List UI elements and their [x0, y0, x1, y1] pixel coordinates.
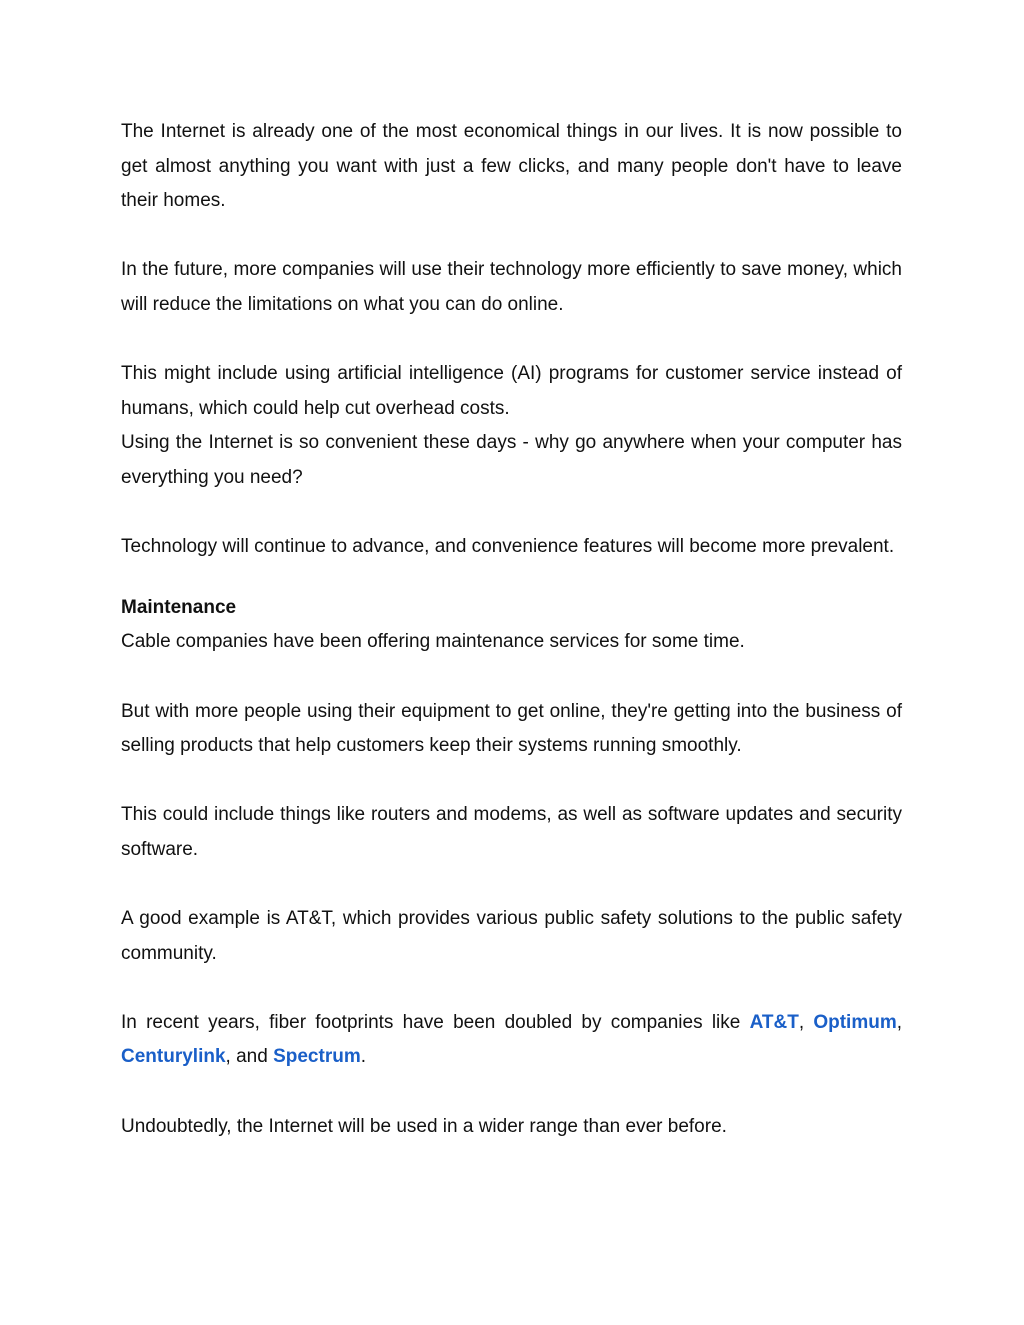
paragraph-ai-programs: This might include using artificial intelligence (AI) programs for customer service instead of humans, which could help cut overhead costs. [121, 363, 902, 419]
paragraph-att-example: A good example is AT&T, which provides various public safety solutions to the public safety community. [121, 908, 902, 964]
paragraph-future-companies: In the future, more companies will use their technology more efficiently to save money, which will reduce the limitations on what you can do online. [121, 259, 902, 315]
paragraph-fiber-footprints [121, 1006, 902, 1075]
spacer [121, 496, 902, 531]
paragraph-routers-modems: This could include things like routers and modems, as well as software updates and security software. [121, 804, 902, 860]
spacer [121, 565, 902, 591]
separator-text: , [896, 1011, 903, 1033]
fiber-intro-text: In recent years, fiber footprints have been doubled by companies like [121, 1011, 750, 1033]
end-punctuation: . [360, 1046, 366, 1068]
link-spectrum[interactable]: Spectrum [273, 1046, 361, 1068]
paragraph-selling-products: But with more people using their equipment to get online, they're getting into the business of selling products that help customers keep their systems running smoothly. [121, 700, 902, 757]
link-att[interactable]: AT&T [749, 1011, 799, 1033]
link-optimum[interactable]: Optimum [813, 1011, 897, 1033]
paragraph-cable-maintenance: Cable companies have been offering maintenance services for some time. [121, 631, 745, 653]
spacer [121, 1075, 902, 1110]
separator-text: , and [225, 1046, 274, 1068]
paragraph-internet-convenient: Using the Internet is so convenient these days - why go anywhere when your computer has everything you need? [121, 432, 902, 488]
paragraph-technology-advance: Technology will continue to advance, and convenience features will become more prevalent. [121, 536, 895, 558]
spacer [121, 867, 902, 902]
separator-text: , [798, 1011, 814, 1033]
spacer [121, 219, 902, 254]
link-centurylink[interactable]: Centurylink [121, 1046, 226, 1068]
paragraph-undoubtedly: Undoubtedly, the Internet will be used in a wider range than ever before. [121, 1115, 727, 1137]
section-heading-maintenance: Maintenance [121, 596, 237, 618]
spacer [121, 971, 902, 1006]
spacer [121, 660, 902, 695]
document-body [121, 115, 902, 1144]
paragraph-internet-economical: The Internet is already one of the most economical things in our lives. It is now possible to get almost anything you want with just a few clicks, and many people don't have to leave their homes. [121, 121, 902, 212]
spacer [121, 323, 902, 358]
spacer [121, 764, 902, 799]
